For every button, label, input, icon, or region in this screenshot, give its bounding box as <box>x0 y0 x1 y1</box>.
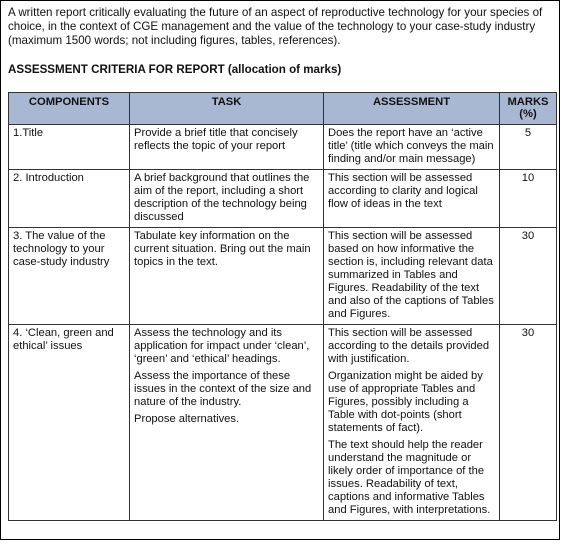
component-cell: 4. ‘Clean, green and ethical’ issues <box>9 325 130 521</box>
marks-cell: 10 <box>500 170 557 228</box>
marks-cell: 30 <box>500 228 557 325</box>
intro-paragraph: A written report critically evaluating the future of an aspect of reproductive technology for your species of choice, in the context of CGE management and the value of the technology to your case-study industry (maximum 1500 words; not including figures, tables, references). <box>8 6 543 47</box>
header-components: COMPONENTS <box>9 93 130 125</box>
assessment-text: Does the report have an ‘active title’ (title which conveys the main finding and/or main message) <box>328 127 494 165</box>
header-assessment: ASSESSMENT <box>324 93 500 125</box>
component-cell: 2. Introduction <box>9 170 130 228</box>
task-text: A brief background that outlines the aim of the report, including a short description of the technology being discussed <box>134 172 310 223</box>
task-cell <box>130 325 324 521</box>
task-cell <box>130 228 324 325</box>
task-cell <box>130 125 324 170</box>
table-row <box>9 325 557 521</box>
table-row <box>9 125 557 170</box>
section-heading: ASSESSMENT CRITERIA FOR REPORT (allocation of marks) <box>8 63 342 76</box>
task-text: Assess the technology and its application for impact under ‘clean’, ‘green’ and ‘ethical’ headings. <box>134 327 310 365</box>
assessment-cell <box>324 125 500 170</box>
assessment-text: The text should help the reader understand the magnitude or likely order of importance of the issues. Readability of text, captions and informative Tables and Figures, with interpretations. <box>328 439 491 516</box>
marks-cell: 5 <box>500 125 557 170</box>
assessment-cell <box>324 228 500 325</box>
component-cell: 3. The value of the technology to your case-study industry <box>9 228 130 325</box>
header-marks: MARKS (%) <box>500 93 557 125</box>
task-text: Assess the importance of these issues in the context of the size and nature of the industry. <box>134 370 312 408</box>
component-cell: 1.Title <box>9 125 130 170</box>
table-row <box>9 228 557 325</box>
task-text: Propose alternatives. <box>134 413 240 425</box>
task-cell <box>130 170 324 228</box>
assessment-text: Organization might be aided by use of appropriate Tables and Figures, possibly including a Table with dot-points (short statements of fact). <box>328 370 483 434</box>
table-row <box>9 170 557 228</box>
task-text: Tabulate key information on the current situation. Bring out the main topics in the text. <box>134 230 311 268</box>
header-task: TASK <box>130 93 324 125</box>
marks-cell: 30 <box>500 325 557 521</box>
assessment-cell <box>324 170 500 228</box>
table-header-row <box>9 93 557 125</box>
task-text: Provide a brief title that concisely reflects the topic of your report <box>134 127 298 152</box>
assessment-text: This section will be assessed based on how informative the section is, including relevant data summarized in Tables and Figures. Readability of the text and also of the captions of Tables and Figures. <box>328 230 494 320</box>
assessment-text: This section will be assessed according to clarity and logical flow of ideas in the text <box>328 172 478 210</box>
assessment-cell <box>324 325 500 521</box>
assessment-text: This section will be assessed according to the details provided with justification. <box>328 327 490 365</box>
assessment-criteria-table <box>8 92 557 521</box>
